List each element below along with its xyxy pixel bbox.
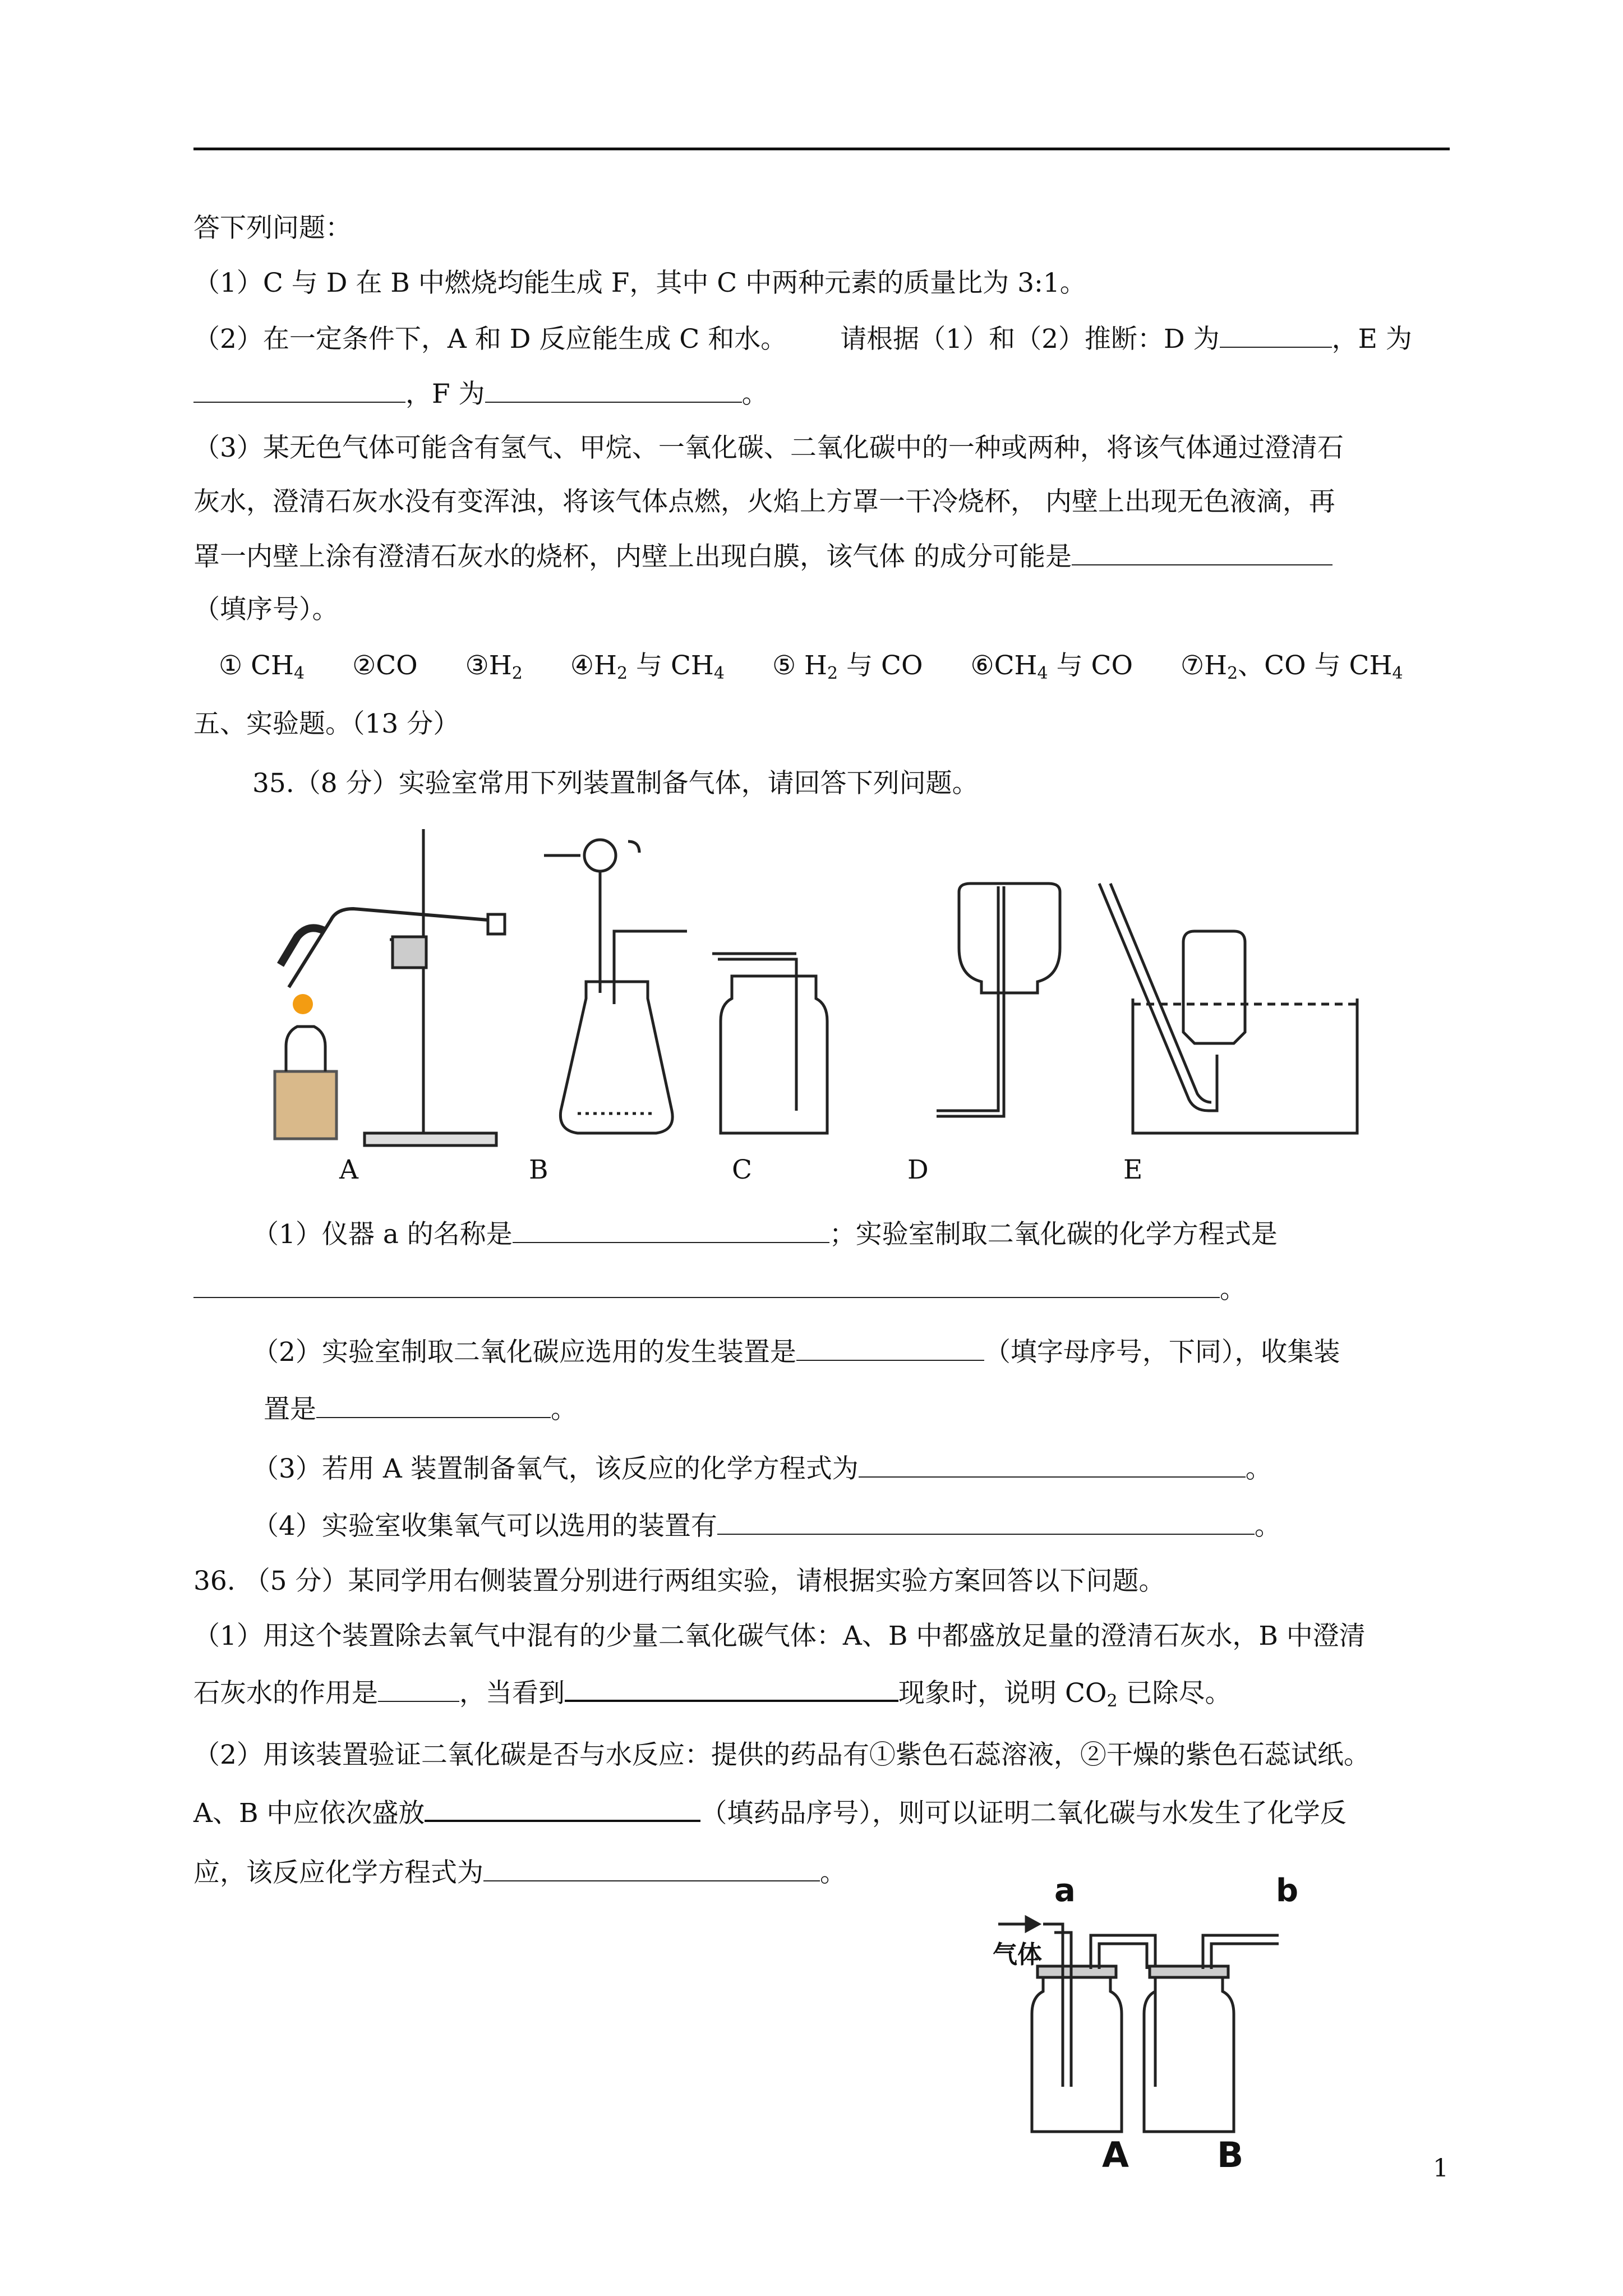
- answer-blank-collector[interactable]: [316, 1392, 551, 1418]
- question-35-4: （4）实验室收集氧气可以选用的装置有 。: [252, 1509, 1281, 1543]
- bottle-label-a: A: [1102, 2134, 1129, 2175]
- question-36: 36. （5 分）某同学用右侧装置分别进行两组实验，请根据实验方案回答以下问题。: [193, 1566, 1165, 1596]
- option-5: ⑤ $H_2$ 与 CO: [772, 650, 923, 683]
- answer-blank-o2-collector[interactable]: [717, 1509, 1255, 1535]
- section-5-heading: 五、实验题。（13 分）: [193, 708, 460, 739]
- answer-blank-phenomenon[interactable]: [565, 1675, 898, 1702]
- question-36-2-line1: （2）用该装置验证二氧化碳是否与水反应：提供的药品有①紫色石蕊溶液，②干燥的紫色石蕊试纸。: [193, 1740, 1370, 1770]
- question-35-1-line2: 。: [193, 1272, 1246, 1306]
- option-1: ① $CH_4$: [219, 650, 305, 683]
- options-row: [219, 650, 1442, 682]
- option-3: $③H_2$: [465, 650, 523, 683]
- question-c2-line1: （2）在一定条件下，A 和 D 反应能生成 C 和水。 请根据（1）和（2）推断：D 为 ，E 为: [193, 322, 1412, 356]
- answer-blank-gas[interactable]: [1072, 540, 1332, 565]
- lab-apparatus-figure: [264, 819, 1363, 1156]
- question-36-1-line1: （1）用这个装置除去氧气中混有的少量二氧化碳气体：A、B 中都盛放足量的澄清石灰水，B 中澄清: [193, 1621, 1366, 1651]
- question-36-2-line2: A、B 中应依次盛放 （填药品序号），则可以证明二氧化碳与水发生了化学反: [193, 1795, 1347, 1830]
- apparatus-label-c: C: [732, 1154, 752, 1185]
- question-35-2-line2: 置是 。: [264, 1392, 577, 1426]
- question-36-1-line2: 石灰水的作用是 ，当看到 现象时，说明 $CO_2$ 已除尽。: [193, 1675, 1231, 1710]
- option-6: $⑥CH_4$ 与 CO: [970, 650, 1133, 683]
- answer-blank-b-role[interactable]: [378, 1676, 459, 1702]
- page-number: 1: [1433, 2154, 1449, 2183]
- apparatus-a-drawing: [275, 829, 505, 1145]
- question-c1: （1）C 与 D 在 B 中燃烧均能生成 F，其中 C 中两种元素的质量比为 3:1。: [193, 268, 1086, 298]
- apparatus-c-drawing: [712, 954, 827, 1133]
- answer-blank-reagents[interactable]: [425, 1795, 700, 1822]
- question-35-3: （3）若用 A 装置制备氧气，该反应的化学方程式为 。: [252, 1452, 1272, 1485]
- question-c2-line2: ，F 为 。: [193, 377, 768, 411]
- answer-blank-f[interactable]: [485, 377, 742, 403]
- apparatus-label-d: D: [907, 1154, 929, 1185]
- answer-blank-co2-equation[interactable]: [193, 1272, 1220, 1298]
- option-7: $⑦H_2$、CO 与 $CH_4$: [1180, 650, 1403, 683]
- bottle-label-b: B: [1217, 2134, 1244, 2175]
- answer-blank-reaction-equation[interactable]: [483, 1856, 820, 1881]
- question-c3-line2: 灰水，澄清石灰水没有变浑浊，将该气体点燃，火焰上方罩一干冷烧杯， 内壁上出现无色液滴，再: [193, 486, 1335, 517]
- answer-blank-o2-equation[interactable]: [859, 1452, 1246, 1478]
- apparatus-b-drawing: [544, 840, 687, 1133]
- answer-blank-d[interactable]: [1220, 322, 1332, 348]
- question-c3-line4: （填序号）。: [193, 594, 339, 625]
- gas-label: 气体: [993, 1940, 1042, 1969]
- apparatus-d-drawing: [937, 884, 1060, 1116]
- apparatus-label-e: E: [1123, 1154, 1143, 1185]
- option-4: $④H_2$ 与 $CH_4$: [570, 650, 725, 683]
- answer-blank-e[interactable]: [193, 377, 405, 403]
- answer-blank-generator[interactable]: [796, 1335, 984, 1361]
- question-35-2-line1: （2）实验室制取二氧化碳应选用的发生装置是 （填字母序号，下同），收集装: [252, 1335, 1340, 1369]
- answer-blank-instrument-a[interactable]: [513, 1217, 829, 1243]
- question-c3-line3: 罩一内壁上涂有澄清石灰水的烧杯，内壁上出现白膜，该气体 的成分可能是: [193, 540, 1332, 573]
- question-35: 35.（8 分）实验室常用下列装置制备气体，请回答下列问题。: [252, 768, 979, 799]
- question-c3-line1: （3）某无色气体可能含有氢气、甲烷、一氧化碳、二氧化碳中的一种或两种，将该气体通过澄清石: [193, 432, 1344, 463]
- bottle-label-b-lower: b: [1276, 1872, 1299, 1909]
- question-35-1-line1: （1）仪器 a 的名称是 ；实验室制取二氧化碳的化学方程式是: [252, 1217, 1278, 1251]
- apparatus-label-a: A: [339, 1154, 358, 1185]
- question-36-2-line3: 应，该反应化学方程式为 。: [193, 1856, 846, 1889]
- intro-text: 答下列问题：: [193, 213, 352, 243]
- bottle-label-a-lower: a: [1054, 1872, 1076, 1909]
- option-2: ②CO: [352, 650, 418, 681]
- header-rule: [193, 148, 1450, 150]
- apparatus-e-drawing: [1099, 884, 1357, 1133]
- apparatus-label-b: B: [529, 1154, 548, 1185]
- gas-arrow-head: [1026, 1917, 1039, 1931]
